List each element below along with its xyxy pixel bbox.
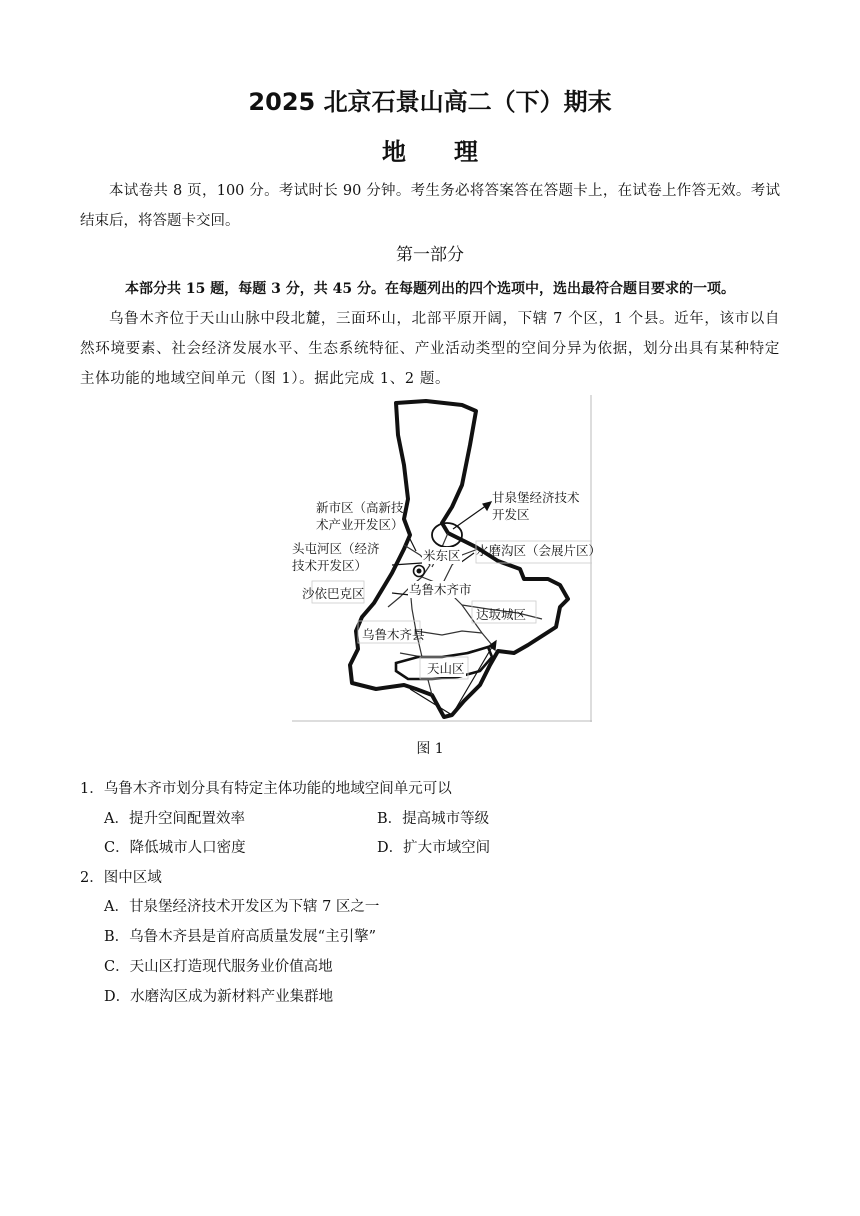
label-toutunhe-line2: 技术开发区） [292, 558, 368, 573]
section-title: 第一部分 [396, 245, 464, 265]
question-2-stem: 2．图中区域 [80, 870, 162, 886]
label-urumqi-city: 乌鲁木齐市 [409, 582, 472, 597]
question-1-option-c[interactable]: C．降低城市人口密度 [104, 840, 246, 856]
label-ganquanpu-zone [492, 489, 580, 523]
question-2-option-b[interactable]: B．乌鲁木齐县是首府高质量发展“主引擎” [104, 929, 376, 945]
label-shuimogou-district: 水磨沟区（会展片区） [476, 543, 602, 558]
label-toutunhe-district [292, 540, 380, 574]
figure-caption: 图 1 [416, 741, 444, 757]
question-2-option-c[interactable]: C．天山区打造现代服务业价值高地 [104, 959, 333, 975]
label-urumqi-county: 乌鲁木齐县 [362, 627, 425, 642]
urumqi-map-figure [292, 395, 602, 722]
exam-instructions: 本试卷共 8 页，100 分。考试时长 90 分钟。考生务必将答案答在答题卡上，在试卷上作答无效。考试结束后，将答题卡交回。 [80, 183, 780, 229]
section-instruction: 本部分共 15 题，每题 3 分，共 45 分。在每题列出的四个选项中，选出最符合题目要求的一项。 [125, 281, 735, 297]
question-2-option-d[interactable]: D．水磨沟区成为新材料产业集群地 [104, 989, 334, 1005]
label-xinshi-district [316, 499, 404, 533]
exam-title: 2025 北京石景山高二（下）期末 [248, 88, 612, 116]
question-2-option-a[interactable]: A．甘泉堡经济技术开发区为下辖 7 区之一 [104, 899, 380, 915]
question-1-option-d[interactable]: D．扩大市域空间 [377, 840, 491, 856]
label-toutunhe-line1: 头屯河区（经济 [292, 541, 380, 556]
label-tianshan-district: 天山区 [427, 661, 465, 676]
label-dabancheng-district: 达坂城区 [476, 607, 527, 622]
label-xinshi-line1: 新市区（高新技 [316, 500, 404, 515]
reading-passage: 乌鲁木齐位于天山山脉中段北麓，三面环山，北部平原开阔，下辖 7 个区，1 个县。近年，该市以自然环境要素、社会经济发展水平、生态系统特征、产业活动类型的空间分异为依据，划分出具有某种特定主体功能的地域空间单元（图 1）。据此完成 1、2 题。 [80, 311, 780, 387]
question-1-option-a[interactable]: A．提升空间配置效率 [104, 811, 245, 827]
question-1-stem: 1．乌鲁木齐市划分具有特定主体功能的地域空间单元可以 [80, 781, 452, 797]
label-ganquanpu-line1: 甘泉堡经济技术 [492, 490, 580, 505]
label-shayibake-district: 沙依巴克区 [302, 586, 365, 601]
question-1-option-b[interactable]: B．提高城市等级 [377, 811, 490, 827]
label-ganquanpu-line2: 开发区 [492, 507, 530, 522]
subject-title: 地理 [382, 138, 526, 166]
label-xinshi-line2: 术产业开发区） [316, 517, 404, 532]
label-midong-district: 米东区 [423, 548, 461, 563]
